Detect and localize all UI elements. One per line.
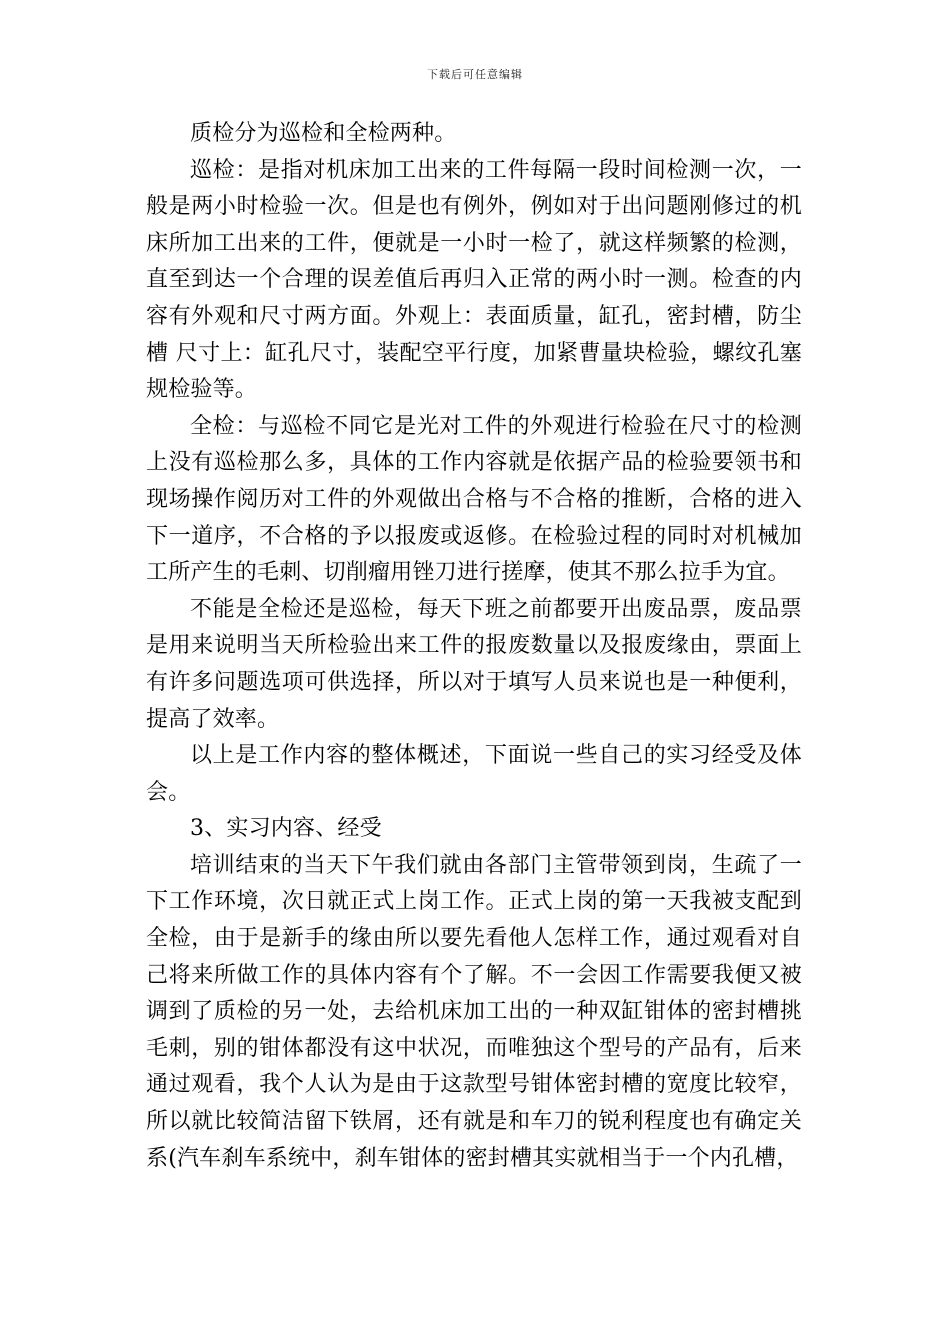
- paragraph-patrol-inspection: 巡检：是指对机床加工出来的工件每隔一段时间检测一次，一般是两小时检验一次。但是也有例外，例如对于出问题刚修过的机床所加工出来的工件，便就是一小时一检了，就这样频繁的检测，直至到达一个合理的误差值后再归入正常的两小时一测。检查的内容有外观和尺寸两方面。外观上：表面质量，缸孔，密封槽，防尘槽 尺寸上：缸孔尺寸，装配空平行度，加紧曹量块检验，螺纹孔塞规检验等。: [146, 157, 802, 403]
- paragraph-full-inspection: 全检：与巡检不同它是光对工件的外观进行检验在尺寸的检测上没有巡检那么多，具体的工作内容就是依据产品的检验要领书和现场操作阅历对工件的外观做出合格与不合格的推断，合格的进入下一道序，不合格的予以报废或返修。在检验过程的同时对机械加工所产生的毛刺、切削瘤用锉刀进行搓摩，使其不那么拉手为宜。: [146, 413, 802, 586]
- page-header: 下载后可任意编辑: [427, 68, 523, 81]
- paragraph-summary: 以上是工作内容的整体概述，下面说一些自己的实习经受及体会。: [146, 743, 802, 805]
- paragraph-experience: 培训结束的当天下午我们就由各部门主管带领到岗，生疏了一下工作环境，次日就正式上岗工作。正式上岗的第一天我被支配到全检，由于是新手的缘由所以要先看他人怎样工作，通过观看对自己将来所做工作的具体内容有个了解。不一会因工作需要我便又被调到了质检的另一处，去给机床加工出的一种双缸钳体的密封槽挑毛刺，别的钳体都没有这中状况，而唯独这个型号的产品有，后来通过观看，我个人认为是由于这款型号钳体密封槽的宽度比较窄，所以就比较简洁留下铁屑，还有就是和车刀的锐利程度也有确定关系(汽车刹车系统中，刹车钳体的密封槽其实就相当于一个内孔槽，: [146, 852, 802, 1171]
- section-heading: 3、实习内容、经受: [190, 816, 382, 842]
- paragraph-scrap-ticket: 不能是全检还是巡检，每天下班之前都要开出废品票，废品票是用来说明当天所检验出来工件的报废数量以及报废缘由，票面上有许多问题选项可供选择，所以对于填写人员来说也是一种便利，提高了效率。: [146, 596, 802, 732]
- paragraph-intro: 质检分为巡检和全检两种。: [190, 121, 457, 146]
- document-body: [146, 116, 802, 1177]
